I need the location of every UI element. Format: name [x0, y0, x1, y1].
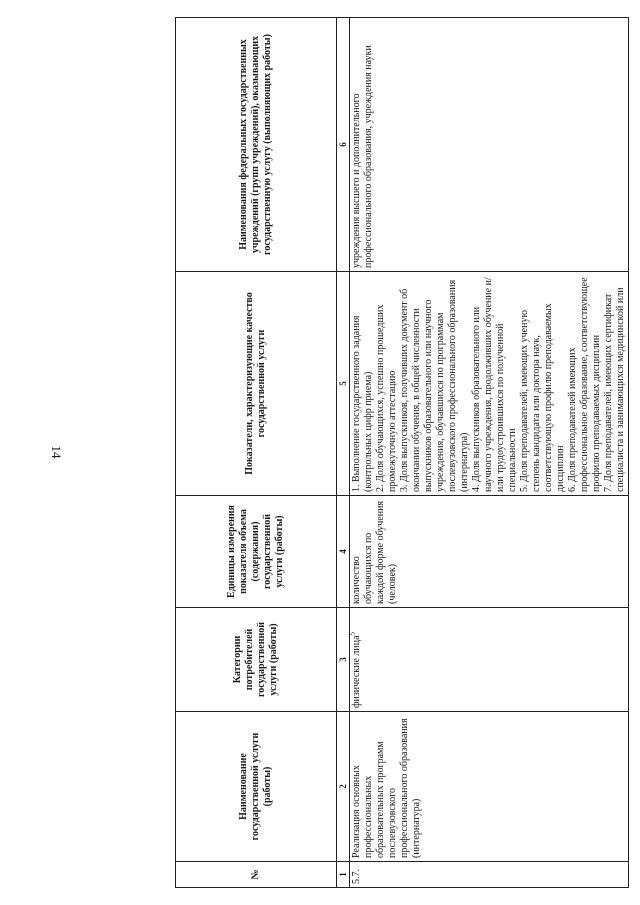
header-institutions: Наименования федеральных государственных учреждений (групп учреждений), оказывающих государственную услугу (выполняющих работы) [176, 18, 337, 272]
column-number: 2 [337, 712, 350, 862]
column-number: 3 [337, 608, 350, 712]
volume-unit-cell: количество обучающихся по каждой форме обучения (человек) [350, 496, 629, 608]
consumer-category-text: физические лица [351, 635, 362, 708]
quality-indicators-cell: 1. Выполнение государственного задания (контрольных цифр приема) 2. Доля обучающихся, успешно прошедших промежуточную аттестацию 3. Доля выпускников, получивших документ об окончании обучения, в общей численности выпускников образовательного или научного учреждения, обучавшихся по программам послевузовского профессионального образования (интернатура) 4. Доля выпускников образовательного или научного учреждения, продолживших обучение и/или трудоустроившихся по полученной специальности 5. Доля преподавателей, имеющих ученую степень кандидата или доктора наук, соответствующую профилю преподаваемых дисциплин 6. Доля преподавателей имеющих профессиональное образование, соответствующее профилю преподаваемых дисциплин 7. Доля преподавателей, имеющих сертификат специалиста и занимающихся медицинской или [350, 272, 629, 496]
footnote-marker: 5 [348, 631, 357, 636]
column-number-row [337, 18, 350, 888]
column-number: 5 [337, 272, 350, 496]
consumer-category-cell [350, 608, 629, 712]
header-consumer-categories: Категории потребителей государственной услуги (работы) [176, 608, 337, 712]
column-number: 4 [337, 496, 350, 608]
institutions-cell: учреждения высшего и дополнительного профессионального образования, учреждения науки [350, 18, 629, 272]
table-header-row [176, 18, 337, 888]
header-volume-units: Единицы измерения показателя объема (содержания) государственной услуги (работы) [176, 496, 337, 608]
service-name-cell: Реализация основных профессиональных образовательных программ послевузовского профессионального образования (интернатура) [350, 712, 629, 862]
row-number: 5.7. [350, 862, 629, 888]
rotated-table-container [175, 18, 626, 888]
header-num: № [176, 862, 337, 888]
services-table [175, 17, 629, 888]
header-quality-indicators: Показатели, характеризующие качество государственной услуги [176, 272, 337, 496]
column-number: 6 [337, 18, 350, 272]
table-row [350, 18, 629, 888]
header-service-name: Наименование государственной услуги (работы) [176, 712, 337, 862]
column-number: 1 [337, 862, 350, 888]
page-number: 14 [49, 445, 64, 459]
